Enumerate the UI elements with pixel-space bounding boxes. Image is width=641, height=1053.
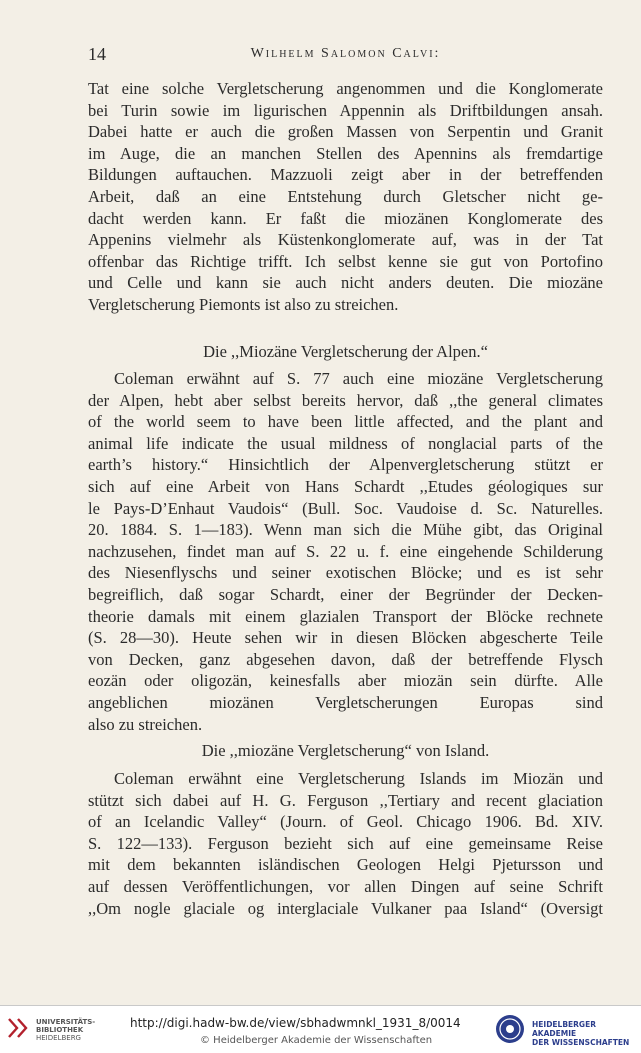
ub-name-line-3: HEIDELBERG <box>36 1034 81 1042</box>
paragraph-3 <box>88 768 603 919</box>
text-line: mit dem bekannten isländischen Geologen Helgi Pjetursson und <box>88 855 603 875</box>
academy-seal-icon <box>495 1014 525 1044</box>
text-line: ,,Om nogle glaciale og interglaciale Vulkaner paa Island“ (Oversigt <box>88 898 603 918</box>
text-line: le Pays-D’Enhaut Vaudois“ (Bull. Soc. Vaudoise d. Sc. Naturelles. <box>88 498 603 518</box>
text-line: theorie damals mit einem glazialen Transport der Blöcke rechnete <box>88 606 603 626</box>
paragraph-1 <box>88 78 603 316</box>
text-line: Vergletscherung Piemonts ist also zu streichen. <box>88 294 399 314</box>
academy-name-line-2: DER WISSENSCHAFTEN <box>532 1038 630 1047</box>
text-line: dacht werden kann. Er faßt die miozänen Konglomerate des <box>88 208 603 228</box>
paragraph-2 <box>88 368 603 735</box>
text-line: offenbar das Richtige trifft. Ich selbst kenne sie gut von Portofino <box>88 251 603 271</box>
running-title: Wilhelm Salomon Calvi: <box>250 46 441 61</box>
text-line: sich auf eine Arbeit von Hans Schardt ,,Etudes géologiques sur <box>88 476 603 496</box>
text-line: Tat eine solche Vergletscherung angenommen und die Konglomerate <box>88 79 603 98</box>
text-line: im Auge, die an manchen Stellen des Apennins als fremdartige <box>88 143 603 163</box>
text-line: earth’s history.“ Hinsichtlich der Alpenvergletscherung stützt er <box>88 455 603 475</box>
text-line: begreiflich, daß sogar Schardt, einer der Begründer der Decken- <box>88 584 603 604</box>
text-line: Bildungen auftauchen. Mazzuoli zeigt aber in der betreffenden <box>88 165 603 185</box>
text-line: of an Icelandic Valley“ (Journ. of Geol. Chicago 1906. Bd. XIV. <box>88 812 603 832</box>
ub-name-line-1: UNIVERSITÄTS- <box>36 1018 96 1026</box>
university-library-logo-icon <box>6 1016 30 1040</box>
text-line: Arbeit, daß an eine Entstehung durch Gletscher nicht ge- <box>88 186 603 206</box>
section-heading-alpen: Die ,,Miozäne Vergletscherung der Alpen.“ <box>203 342 488 361</box>
text-line: Coleman erwähnt eine Vergletscherung Islands im Miozän und <box>114 769 603 788</box>
text-line: S. 122—133). Ferguson bezieht sich auf eine gemeinsame Reise <box>88 833 603 853</box>
section-heading-island: Die ,,miozäne Vergletscherung“ von Island. <box>201 741 490 760</box>
text-line: auf dessen Veröffentlichungen, vor allen Dingen auf seine Schrift <box>88 876 603 896</box>
text-line: eozän oder oligozän, keinesfalls aber miozän sein dürfte. Alle <box>88 671 603 691</box>
text-line: (S. 28—30). Heute sehen wir in diesen Blöcken abgescherte Teile <box>88 628 603 648</box>
text-line: also zu streichen. <box>88 714 203 734</box>
text-line: Appenins vielmehr als Küstenkonglomerate auf, was in der Tat <box>88 230 603 250</box>
ub-name-line-2: BIBLIOTHEK <box>36 1026 84 1034</box>
text-line: und Celle und kann sie auch nicht anders deuten. Die miozäne <box>88 273 603 293</box>
text-line: stützt sich dabei auf H. G. Ferguson ,,Tertiary and recent glaciation <box>88 790 603 810</box>
text-line: Dabei hatte er auch die großen Massen von Serpentin und Granit <box>88 122 603 142</box>
text-line: angeblichen miozänen Vergletscherungen Europas sind <box>88 692 603 712</box>
viewer-footer <box>0 1005 641 1053</box>
running-head <box>88 44 603 64</box>
text-line: Coleman erwähnt auf S. 77 auch eine miozäne Vergletscherung <box>114 369 603 388</box>
text-line: 20. 1884. S. 1—183). Wenn man sich die Mühe gibt, das Original <box>88 520 603 540</box>
text-line: bei Turin sowie im ligurischen Appennin als Driftbildungen ansah. <box>88 100 603 120</box>
academy-name-line-1: HEIDELBERGER AKADEMIE <box>532 1020 596 1038</box>
text-line: des Niesenflyschs und seiner exotischen Blöcke; und es ist sehr <box>88 563 603 583</box>
academy-name <box>532 1020 641 1047</box>
page-number: 14 <box>88 44 106 64</box>
copyright-notice: © Heidelberger Akademie der Wissenschaften <box>200 1035 433 1046</box>
text-line: animal life indicate the usual mildness of nonglacial parts of the <box>88 433 603 453</box>
text-line: von Decken, ganz abgesehen davon, daß der betreffende Flysch <box>88 649 603 669</box>
text-line: der Alpen, hebt aber selbst bereits hervor, daß ,,the general climates <box>88 390 603 410</box>
text-line: of the world seem to have been little affected, and the plant and <box>88 412 603 432</box>
permalink-url[interactable]: http://digi.hadw-bw.de/view/sbhadwmnkl_1931_8/0014 <box>130 1016 461 1030</box>
university-library-name <box>36 1018 95 1042</box>
text-line: nachzusehen, findet man auf S. 22 u. f. eine eingehende Schilderung <box>88 541 603 561</box>
